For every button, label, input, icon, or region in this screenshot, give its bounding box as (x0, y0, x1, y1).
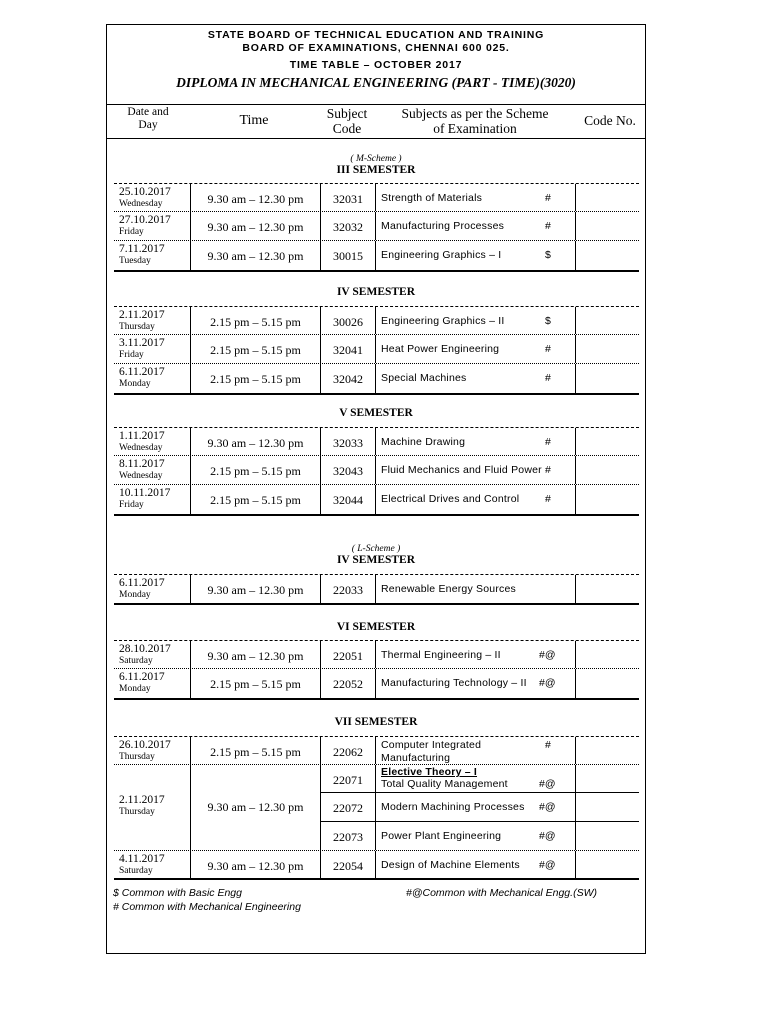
date-cell (114, 364, 191, 393)
subject-name: Heat Power Engineering (381, 343, 500, 355)
exam-time: 2.15 pm – 5.15 pm (210, 343, 301, 357)
exam-day: Thursday (119, 752, 155, 762)
exam-date: 2.11.2017 (119, 794, 165, 806)
exam-date: 2.11.2017 (119, 309, 165, 321)
code-cell (321, 212, 376, 240)
time-cell (191, 241, 321, 270)
footnote-mech-sw: #@Common with Mechanical Engg.(SW) (406, 887, 597, 899)
subject-cell (376, 212, 576, 240)
subject-name: Engineering Graphics – I (381, 249, 502, 261)
subject-cell (376, 184, 576, 211)
exam-day: Thursday (119, 807, 155, 817)
exam-day: Wednesday (119, 199, 163, 209)
time-cell (191, 184, 321, 211)
exam-date: 25.10.2017 (119, 186, 171, 198)
exam-date: 26.10.2017 (119, 739, 171, 751)
code-no-cell (576, 456, 639, 484)
code-no-cell (576, 669, 639, 698)
exam-date: 8.11.2017 (119, 458, 165, 470)
time-cell (191, 669, 321, 698)
common-mark: #@ (539, 649, 556, 661)
code-no-cell (576, 241, 639, 270)
code-cell (321, 456, 376, 484)
subject-code: 32041 (333, 343, 363, 357)
exam-day: Friday (119, 227, 144, 237)
col-time: Time (239, 113, 269, 128)
time-cell (191, 456, 321, 484)
subject-name: Power Plant Engineering (381, 830, 502, 842)
exam-date: 27.10.2017 (119, 214, 171, 226)
code-cell (321, 428, 376, 455)
table-row (114, 641, 639, 669)
exam-time: 2.15 pm – 5.15 pm (210, 677, 301, 691)
col-subject-code: Subject Code (326, 106, 368, 136)
time-cell (191, 335, 321, 363)
subject-code: 32044 (333, 493, 363, 507)
exam-date: 3.11.2017 (119, 337, 165, 349)
common-mark: #@ (539, 859, 556, 871)
semester-table (114, 640, 639, 700)
code-cell (321, 669, 376, 698)
exam-time: 9.30 am – 12.30 pm (207, 800, 304, 814)
common-mark: # (545, 343, 551, 355)
common-mark: $ (545, 249, 551, 261)
code-cell (321, 575, 376, 603)
table-row (114, 428, 639, 456)
common-mark: #@ (539, 830, 556, 842)
subject-name: Manufacturing Processes (381, 220, 505, 232)
subject-name: Strength of Materials (381, 192, 483, 204)
subject-cell (376, 641, 576, 668)
exam-day: Saturday (119, 656, 153, 666)
code-no-cell (576, 428, 639, 455)
code-no-cell (576, 335, 639, 363)
exam-time: 2.15 pm – 5.15 pm (210, 464, 301, 478)
subject-name: Electrical Drives and Control (381, 493, 520, 505)
table-row (114, 851, 639, 880)
subject-cell (376, 575, 576, 603)
exam-time: 9.30 am – 12.30 pm (207, 249, 304, 263)
code-cell (321, 335, 376, 363)
subject-name-cont: Manufacturing (381, 752, 451, 764)
sub-row (321, 765, 639, 793)
subject-code: 22073 (333, 830, 363, 844)
common-mark: # (545, 436, 551, 448)
course-title: DIPLOMA IN MECHANICAL ENGINEERING (PART - TIME)(3020) (176, 75, 576, 90)
semester-title: VII SEMESTER (334, 716, 418, 728)
code-no-cell (576, 737, 639, 764)
header (107, 29, 645, 91)
subject-cell (376, 485, 576, 514)
col-code-no: Code No. (584, 113, 636, 128)
exam-day: Saturday (119, 866, 153, 876)
code-no-cell (576, 364, 639, 393)
table-row (114, 241, 639, 270)
code-cell (321, 364, 376, 393)
table-row (114, 737, 639, 765)
subject-name: Engineering Graphics – II (381, 315, 505, 327)
subject-name: Machine Drawing (381, 436, 466, 448)
code-cell (321, 307, 376, 334)
semester-table (114, 183, 639, 272)
time-cell (191, 212, 321, 240)
semester-title: IV SEMESTER (336, 554, 416, 566)
time-cell (191, 307, 321, 334)
subject-name: Fluid Mechanics and Fluid Power (381, 464, 542, 476)
board-name: STATE BOARD OF TECHNICAL EDUCATION AND TRAINING (207, 29, 545, 41)
date-cell (114, 669, 191, 698)
common-mark: #@ (539, 677, 556, 689)
exam-date: 28.10.2017 (119, 643, 171, 655)
subject-code: 32042 (333, 372, 363, 386)
table-row (114, 456, 639, 485)
code-no-cell (576, 212, 639, 240)
subject-name: Renewable Energy Sources (381, 583, 516, 595)
subject-code: 22033 (333, 583, 363, 597)
board-subtitle: BOARD OF EXAMINATIONS, CHENNAI 600 025. (242, 42, 510, 54)
date-cell (114, 428, 191, 455)
exam-day: Monday (119, 379, 151, 389)
column-header (107, 104, 645, 139)
subject-cell (376, 307, 576, 334)
subject-code: 30015 (333, 249, 363, 263)
time-cell (191, 364, 321, 393)
subject-name: Computer Integrated (381, 739, 482, 751)
code-no-cell (576, 641, 639, 668)
code-no-cell (576, 307, 639, 334)
common-mark: #@ (539, 801, 556, 813)
exam-time: 2.15 pm – 5.15 pm (210, 315, 301, 329)
exam-date: 6.11.2017 (119, 577, 165, 589)
code-no-cell (576, 184, 639, 211)
timetable-title: TIME TABLE – OCTOBER 2017 (289, 59, 463, 71)
sub-row (321, 822, 639, 850)
exam-date: 7.11.2017 (119, 243, 165, 255)
subject-code: 22071 (333, 773, 363, 787)
date-cell (114, 335, 191, 363)
subject-name: Total Quality Management (381, 778, 508, 790)
subject-code: 22072 (333, 801, 363, 815)
common-mark: # (545, 739, 551, 751)
exam-day: Friday (119, 350, 144, 360)
exam-day: Wednesday (119, 443, 163, 453)
subject-cell (376, 241, 576, 270)
semester-table (114, 574, 639, 605)
subject-name: Manufacturing Technology – II (381, 677, 527, 689)
code-no-cell (576, 575, 639, 603)
code-cell (321, 641, 376, 668)
code-no-cell (576, 851, 639, 880)
common-mark: #@ (539, 778, 556, 790)
common-mark: # (545, 192, 551, 204)
time-cell (191, 485, 321, 514)
exam-time: 9.30 am – 12.30 pm (207, 859, 304, 873)
code-no-cell (576, 485, 639, 514)
exam-date: 10.11.2017 (119, 487, 171, 499)
date-cell (114, 641, 191, 668)
scheme-label: ( M-Scheme ) (350, 154, 402, 164)
subject-code: 22052 (333, 677, 363, 691)
col-subjects: Subjects as per the Scheme of Examination (401, 106, 549, 136)
date-cell (114, 456, 191, 484)
footnote-mech-engg: # Common with Mechanical Engineering (113, 901, 301, 913)
exam-time: 9.30 am – 12.30 pm (207, 192, 304, 206)
table-row (114, 307, 639, 335)
common-mark: # (545, 220, 551, 232)
exam-day: Friday (119, 500, 144, 510)
exam-time: 9.30 am – 12.30 pm (207, 583, 304, 597)
semester-title: V SEMESTER (339, 407, 413, 419)
exam-day: Monday (119, 684, 151, 694)
exam-time: 2.15 pm – 5.15 pm (210, 745, 301, 759)
time-cell (191, 428, 321, 455)
table-row (114, 212, 639, 241)
semester-table (114, 306, 639, 395)
table-row (114, 669, 639, 698)
exam-date: 1.11.2017 (119, 430, 165, 442)
semester-title: III SEMESTER (336, 164, 416, 176)
subject-code: 32033 (333, 436, 363, 450)
table-row (114, 575, 639, 603)
table-row (114, 485, 639, 514)
subject-code: 30026 (333, 315, 363, 329)
subject-name: Special Machines (381, 372, 467, 384)
elective-heading: Elective Theory – I (381, 766, 478, 778)
exam-day: Tuesday (119, 256, 151, 266)
subject-code: 22051 (333, 649, 363, 663)
exam-date: 6.11.2017 (119, 671, 165, 683)
exam-time: 9.30 am – 12.30 pm (207, 649, 304, 663)
date-cell (114, 485, 191, 514)
code-cell (321, 241, 376, 270)
date-cell (114, 212, 191, 240)
exam-time: 2.15 pm – 5.15 pm (210, 493, 301, 507)
time-cell (191, 575, 321, 603)
exam-day: Wednesday (119, 471, 163, 481)
subject-name: Thermal Engineering – II (381, 649, 501, 661)
semester-title: IV SEMESTER (336, 286, 416, 298)
table-row-group (114, 765, 639, 851)
code-cell (321, 184, 376, 211)
subject-code: 22054 (333, 859, 363, 873)
common-mark: $ (545, 315, 551, 327)
table-row (114, 335, 639, 364)
semester-table (114, 427, 639, 516)
date-cell (114, 184, 191, 211)
exam-date: 4.11.2017 (119, 853, 165, 865)
common-mark: # (545, 372, 551, 384)
time-cell (191, 641, 321, 668)
subject-code: 22062 (333, 745, 363, 759)
footnote-basic-engg: $ Common with Basic Engg (113, 887, 242, 899)
exam-date: 6.11.2017 (119, 366, 165, 378)
table-row (114, 184, 639, 212)
timetable-page (106, 24, 646, 954)
table-row (114, 364, 639, 393)
subject-cell (376, 456, 576, 484)
exam-time: 9.30 am – 12.30 pm (207, 436, 304, 450)
common-mark: # (545, 493, 551, 505)
common-mark: # (545, 464, 551, 476)
subject-code: 32031 (333, 192, 363, 206)
subject-name: Modern Machining Processes (381, 801, 525, 813)
exam-time: 9.30 am – 12.30 pm (207, 220, 304, 234)
exam-time: 2.15 pm – 5.15 pm (210, 372, 301, 386)
subject-cell (376, 669, 576, 698)
subject-code: 32032 (333, 220, 363, 234)
code-cell (321, 485, 376, 514)
subject-cell (376, 335, 576, 363)
col-date-day: Date and Day (127, 106, 169, 131)
subject-cell (376, 428, 576, 455)
date-cell (114, 575, 191, 603)
subject-name: Design of Machine Elements (381, 859, 520, 871)
semester-title: VI SEMESTER (336, 621, 416, 633)
sub-row (321, 793, 639, 822)
date-cell (114, 241, 191, 270)
subject-cell (376, 364, 576, 393)
semester-table (114, 736, 639, 880)
exam-day: Thursday (119, 322, 155, 332)
date-cell (114, 307, 191, 334)
exam-day: Monday (119, 590, 151, 600)
scheme-label: ( L-Scheme ) (351, 544, 401, 554)
subject-code: 32043 (333, 464, 363, 478)
